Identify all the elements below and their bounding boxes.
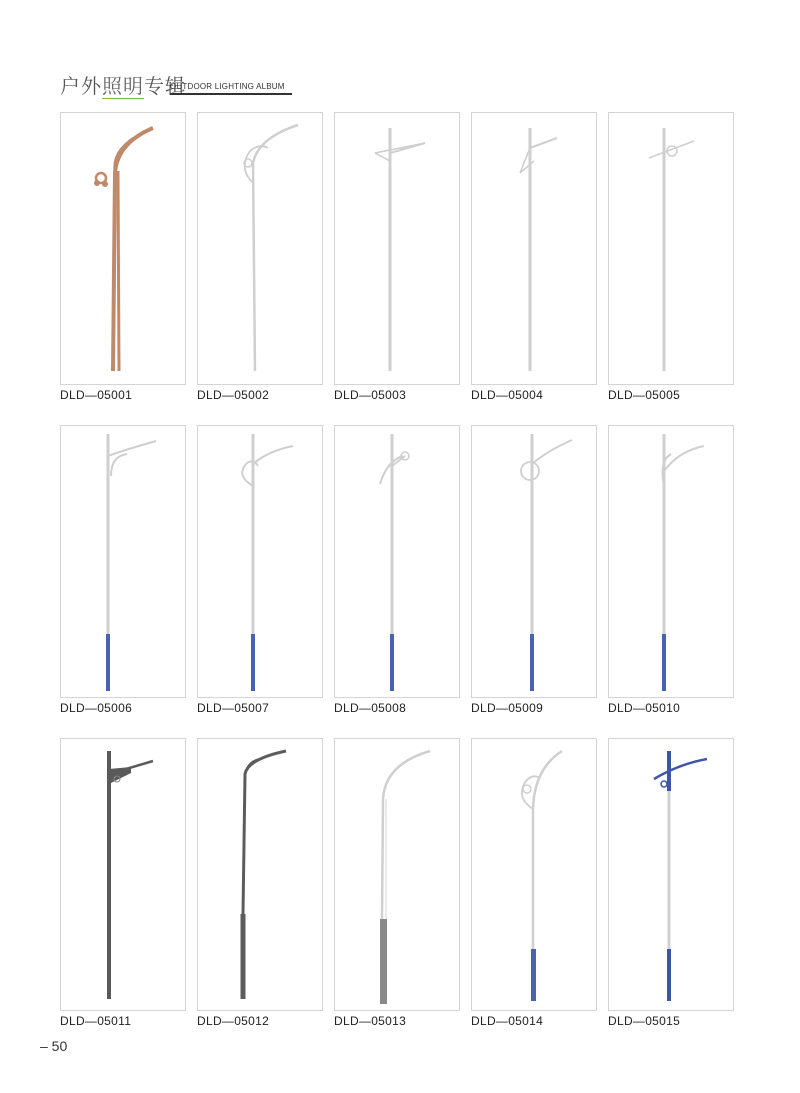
product-card: [60, 738, 186, 1028]
product-image-frame: [197, 425, 323, 698]
title-cn-suffix: 专辑: [144, 74, 186, 98]
lamp-post-illustration: [609, 739, 733, 1010]
product-card: [471, 738, 597, 1028]
lamp-post-illustration: [61, 113, 185, 384]
product-code: DLD—05002: [197, 388, 270, 402]
product-image-frame: [334, 738, 460, 1011]
product-image-frame: [608, 425, 734, 698]
lamp-post-drawing: [522, 751, 562, 1001]
product-card: [608, 425, 734, 715]
lamp-post-drawing: [520, 128, 557, 371]
product-card: [197, 425, 323, 715]
title-cn-prefix: 户外: [60, 74, 102, 98]
product-image-frame: [334, 112, 460, 385]
lamp-post-illustration: [198, 739, 322, 1010]
product-code: DLD—05004: [471, 388, 544, 402]
product-image-frame: [608, 112, 734, 385]
lamp-post-illustration: [472, 113, 596, 384]
product-image-frame: [60, 112, 186, 385]
product-code: DLD—05009: [471, 701, 544, 715]
lamp-post-drawing: [243, 751, 286, 999]
product-image-frame: [471, 738, 597, 1011]
lamp-post-drawing: [94, 128, 153, 371]
lamp-post-drawing: [242, 434, 293, 691]
product-card: [608, 112, 734, 402]
product-image-frame: [471, 112, 597, 385]
lamp-post-drawing: [380, 751, 430, 1004]
product-card: [471, 112, 597, 402]
product-code: DLD—05008: [334, 701, 407, 715]
product-image-frame: [608, 738, 734, 1011]
lamp-post-illustration: [335, 426, 459, 697]
page-number: – 50: [40, 1038, 68, 1054]
lamp-post-illustration: [472, 739, 596, 1010]
product-card: [334, 112, 460, 402]
lamp-post-illustration: [472, 426, 596, 697]
lamp-post-drawing: [109, 751, 153, 999]
product-card: [60, 425, 186, 715]
product-card: [471, 425, 597, 715]
product-code: DLD—05010: [608, 701, 681, 715]
product-code: DLD—05003: [334, 388, 407, 402]
product-code: DLD—05005: [608, 388, 681, 402]
lamp-post-drawing: [375, 128, 425, 371]
product-code: DLD—05013: [334, 1014, 407, 1028]
product-image-frame: [197, 112, 323, 385]
product-code: DLD—05001: [60, 388, 133, 402]
lamp-post-drawing: [380, 434, 409, 691]
lamp-post-illustration: [198, 113, 322, 384]
lamp-post-illustration: [61, 426, 185, 697]
lamp-post-illustration: [335, 739, 459, 1010]
product-code: DLD—05006: [60, 701, 133, 715]
product-card: [197, 112, 323, 402]
product-card: [60, 112, 186, 402]
lamp-post-drawing: [649, 128, 694, 371]
lamp-post-drawing: [106, 434, 156, 691]
lamp-post-illustration: [609, 426, 733, 697]
product-code: DLD—05007: [197, 701, 270, 715]
album-title-cn: [60, 70, 186, 99]
product-image-frame: [197, 738, 323, 1011]
lamp-post-illustration: [609, 113, 733, 384]
product-card: [197, 738, 323, 1028]
product-card: [334, 738, 460, 1028]
product-image-frame: [471, 425, 597, 698]
album-title-en: OUTDOOR LIGHTING ALBUM: [170, 82, 292, 95]
product-image-frame: [60, 738, 186, 1011]
product-card: [608, 738, 734, 1028]
product-code: DLD—05014: [471, 1014, 544, 1028]
product-code: DLD—05015: [608, 1014, 681, 1028]
lamp-post-drawing: [521, 434, 572, 691]
product-code: DLD—05012: [197, 1014, 270, 1028]
product-card: [334, 425, 460, 715]
product-image-frame: [60, 425, 186, 698]
lamp-post-drawing: [244, 125, 298, 371]
product-code: DLD—05011: [60, 1014, 132, 1028]
lamp-post-drawing: [654, 751, 707, 1001]
lamp-post-illustration: [335, 113, 459, 384]
product-grid: [60, 112, 734, 1032]
lamp-post-illustration: [198, 426, 322, 697]
lamp-post-drawing: [662, 434, 704, 691]
product-image-frame: [334, 425, 460, 698]
lamp-post-illustration: [61, 739, 185, 1010]
title-cn-highlight: 照明: [102, 74, 144, 98]
